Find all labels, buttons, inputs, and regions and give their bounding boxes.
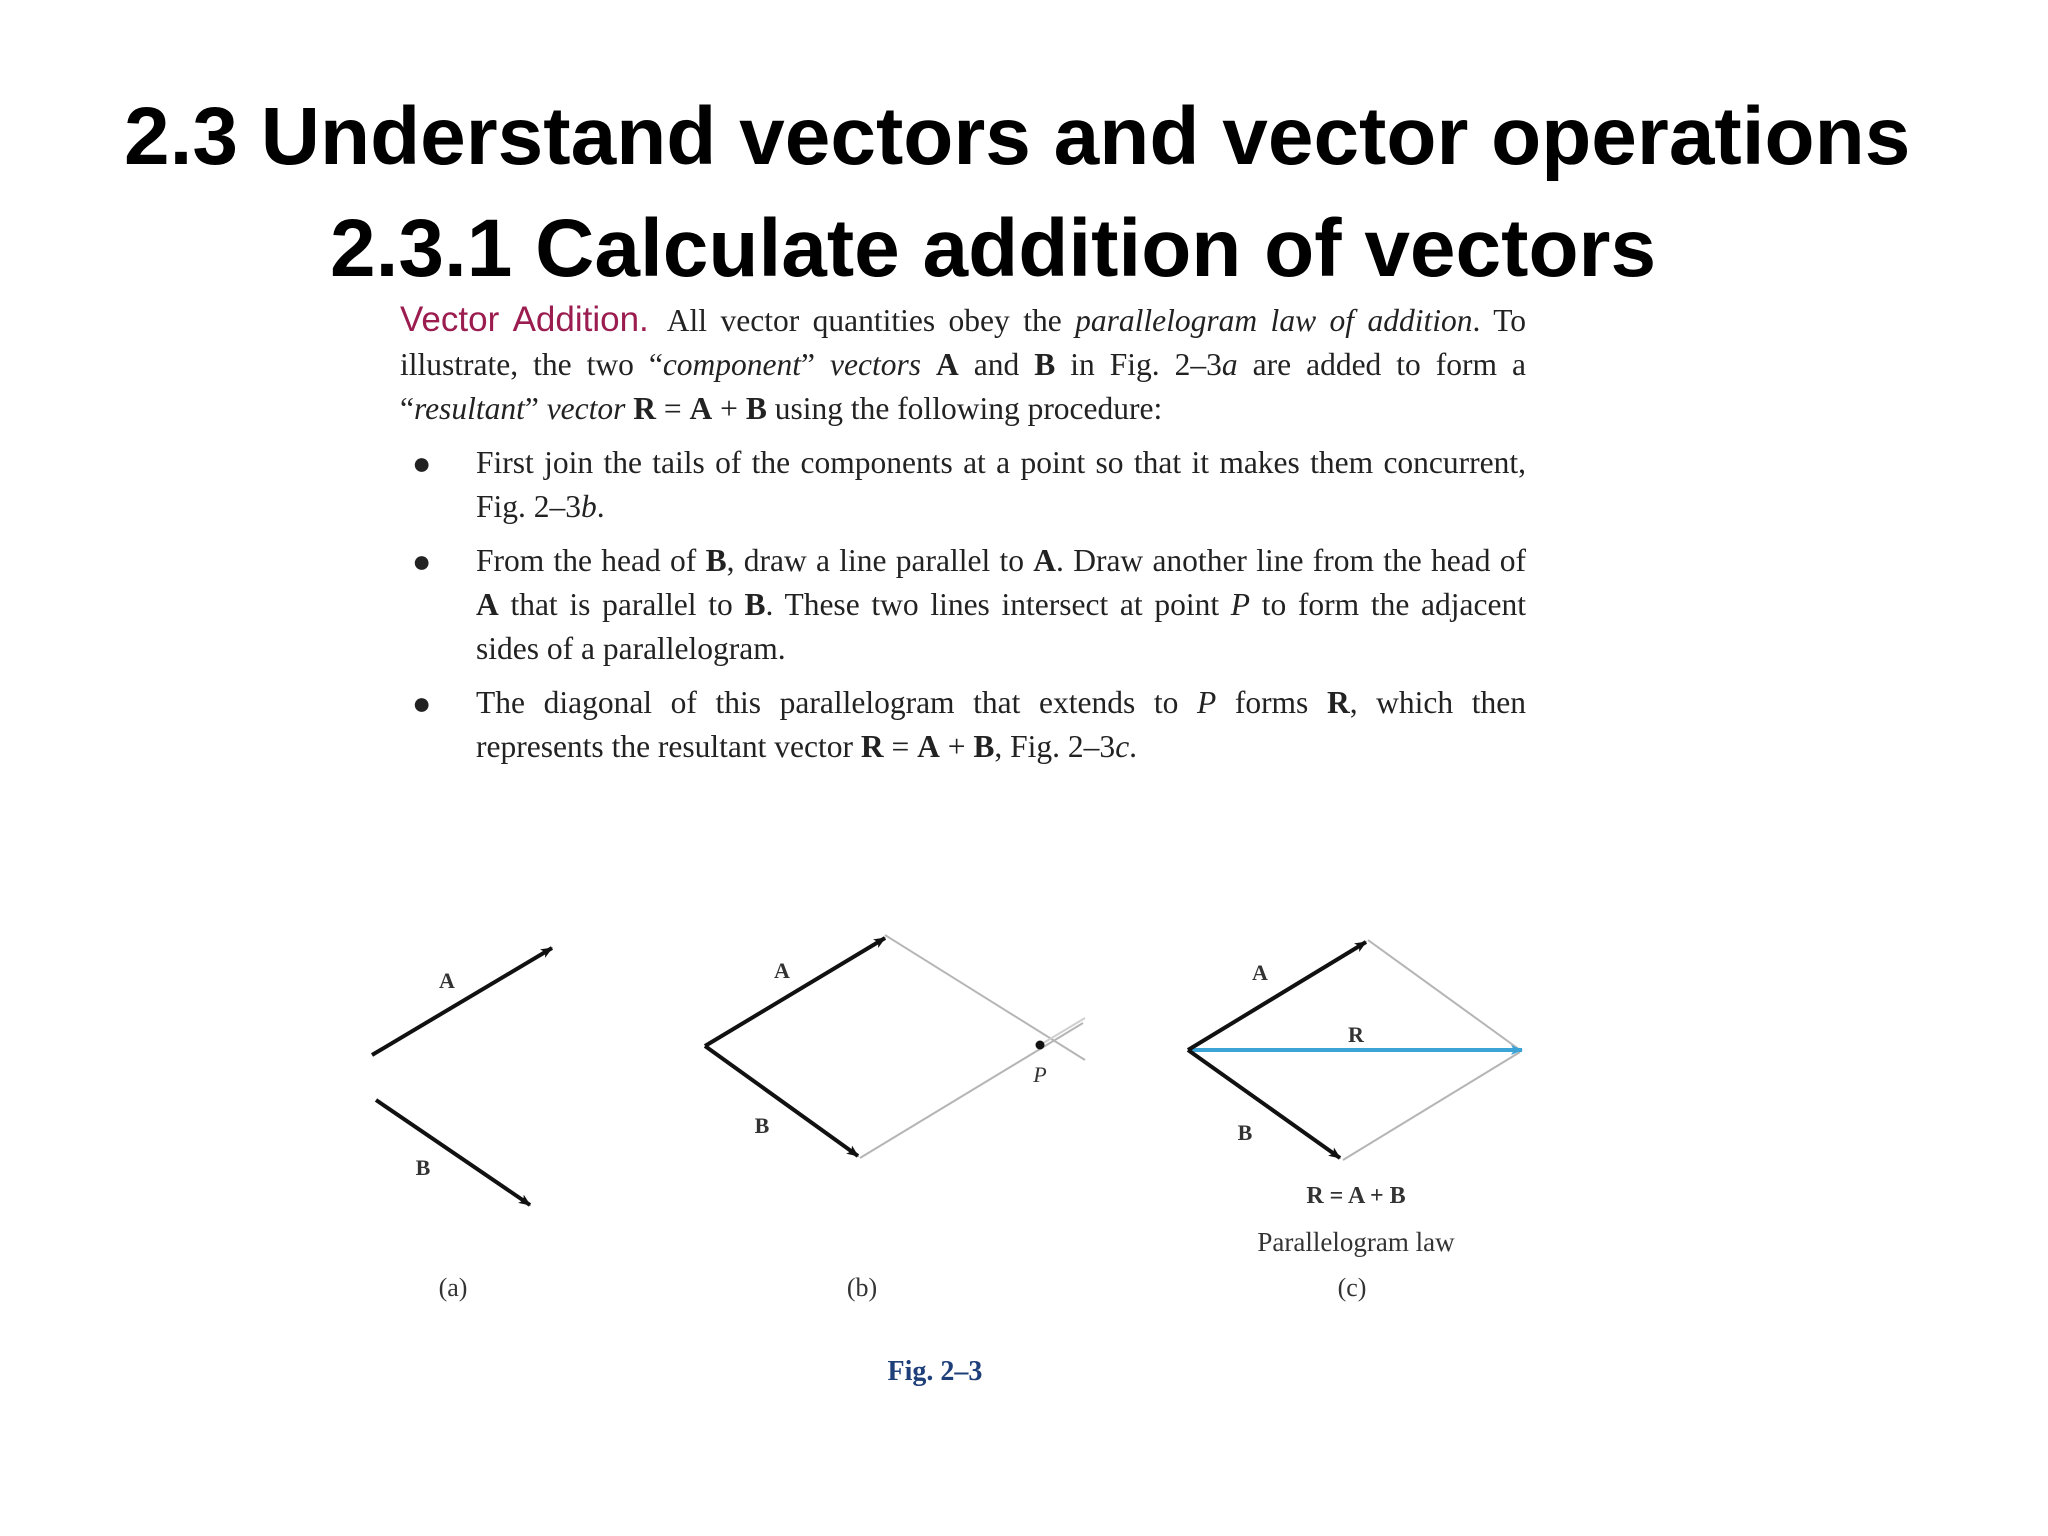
construction-line-extension — [1040, 1018, 1085, 1045]
vector-symbol: A — [935, 347, 959, 382]
panel-c — [1188, 940, 1522, 1302]
text-run: in Fig. 2–3 — [1055, 347, 1222, 382]
equation-label: R = A + B — [1306, 1183, 1406, 1209]
text-run: ” — [801, 347, 831, 382]
vector-b-arrow — [376, 1100, 530, 1205]
label-p: P — [1033, 1062, 1047, 1087]
subfigure-label-a: (a) — [438, 1273, 468, 1302]
text-run: . These two lines intersect at point — [765, 587, 1231, 622]
emphasis-text: b — [581, 489, 597, 524]
label-b: B — [754, 1113, 770, 1138]
panel-b — [705, 935, 1085, 1302]
vector-symbol: A — [476, 587, 499, 622]
text-run: using the following procedure: — [766, 391, 1163, 426]
vector-symbol: B — [1034, 347, 1056, 382]
vector-symbol: B — [744, 587, 766, 622]
text-run: = — [883, 729, 918, 764]
vector-b-arrow — [1188, 1050, 1340, 1158]
construction-line — [860, 1023, 1083, 1158]
text-run: All vector quantities obey the — [666, 303, 1076, 338]
label-a: A — [439, 968, 455, 993]
vector-symbol: A — [689, 391, 713, 426]
label-b: B — [415, 1155, 431, 1180]
text-run: + — [712, 391, 746, 426]
emphasis-text: component — [662, 347, 802, 382]
construction-line — [1343, 1052, 1520, 1160]
label-r: R — [1348, 1022, 1364, 1047]
text-run: . — [596, 489, 605, 524]
emphasis-text: resultant — [413, 391, 525, 426]
text-run: are added to form a “ — [400, 347, 1527, 426]
vector-symbol: B — [973, 729, 995, 764]
bullet-icon: ● — [412, 445, 432, 481]
construction-line — [885, 935, 1085, 1060]
text-run: ” — [524, 391, 547, 426]
vector-symbol: R — [860, 729, 884, 764]
vector-a-arrow — [705, 938, 885, 1046]
emphasis-text: P — [1196, 685, 1217, 720]
section-heading: Vector Addition. — [400, 300, 649, 339]
intersection-point — [1036, 1041, 1045, 1050]
text-run: . Draw another line from the head of — [1056, 543, 1526, 578]
vector-symbol: A — [1033, 543, 1057, 578]
text-run: + — [939, 729, 974, 764]
text-run: , which then represents the resultant vector — [476, 685, 1527, 764]
subfigure-label-c: (c) — [1337, 1273, 1367, 1302]
emphasis-text: a — [1221, 347, 1238, 382]
vector-a-arrow — [1188, 942, 1366, 1050]
vector-symbol: R — [1326, 685, 1350, 720]
text-run: = — [656, 391, 690, 426]
text-run: , draw a line parallel to — [726, 543, 1034, 578]
emphasis-text: parallelogram law of addition — [1075, 303, 1473, 338]
label-a: A — [1252, 960, 1268, 985]
emphasis-text: vector — [546, 391, 626, 426]
figure-caption: Fig. 2–3 — [887, 1356, 983, 1387]
text-run: The diagonal of this parallelogram that extends to — [476, 685, 1197, 720]
vector-symbol: R — [633, 391, 657, 426]
emphasis-text: c — [1115, 729, 1130, 764]
vector-symbol: B — [705, 543, 727, 578]
label-a: A — [774, 958, 790, 983]
bullet-icon: ● — [412, 543, 432, 579]
parallelogram-law-label: Parallelogram law — [1257, 1227, 1455, 1257]
text-run: . To illustrate, the two “ — [400, 303, 1526, 382]
subfigure-label-b: (b) — [846, 1273, 878, 1302]
slide-subtitle: 2.3.1 Calculate addition of vectors — [330, 203, 1657, 294]
vector-symbol: B — [745, 391, 767, 426]
construction-line — [1368, 940, 1520, 1050]
vector-symbol: A — [917, 729, 940, 764]
text-run: and — [958, 347, 1035, 382]
vector-a-arrow — [372, 948, 552, 1055]
text-run: , Fig. 2–3 — [994, 729, 1116, 764]
bullet-icon: ● — [412, 685, 432, 721]
emphasis-text: vectors — [830, 347, 921, 382]
panel-a — [372, 948, 552, 1302]
text-run: From the head of — [476, 543, 706, 578]
text-run: that is parallel to — [498, 587, 745, 622]
slide-title: 2.3 Understand vectors and vector operations — [124, 91, 1911, 182]
emphasis-text: P — [1230, 587, 1251, 622]
vector-b-arrow — [705, 1046, 858, 1156]
text-run: First join the tails of the components at a point so that it makes them concurrent, Fig. 2–3 — [476, 445, 1526, 524]
text-run: . — [1129, 729, 1138, 764]
text-run: to form the adjacent sides of a parallelogram. — [476, 587, 1526, 666]
label-b: B — [1237, 1120, 1253, 1145]
text-run: forms — [1216, 685, 1327, 720]
